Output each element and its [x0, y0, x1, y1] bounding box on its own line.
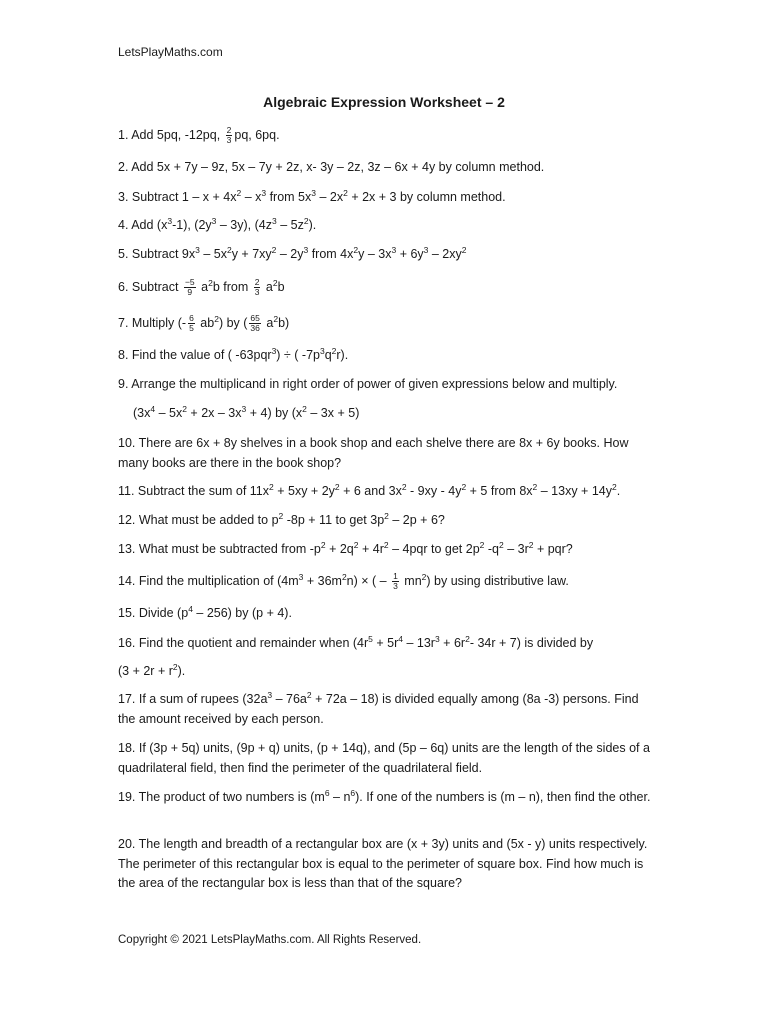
site-name: LetsPlayMaths.com: [118, 45, 223, 59]
fraction: $\frac{1}{3}$: [393, 571, 398, 592]
question-6: 6. Subtract $\frac{-5}{9}$ $a^2b$ from $\frac{2}{3}$ $a^2b$: [118, 277, 285, 298]
question-9-expression: $(3x^4 - 5x^2 + 2x - 3x^3 + 4)$ by $(x^2 - 3x + 5)$: [133, 404, 360, 420]
question-14: 14. Find the multiplication of $(4m^3 + 36m^2n)$ × ( – $\frac{1}{3}$ $mn^2$) by using distributive law.: [118, 571, 569, 592]
fraction: $\frac{-5}{9}$: [184, 277, 195, 298]
question-18: 18. If (3p + 5q) units, (9p + q) units, (p + 14q), and (5p – 6q) units are the length of the sides of a quadrilateral field, then find the perimeter of the quadrilateral field.: [118, 741, 650, 775]
question-16: 16. Find the quotient and remainder when ($4r^5 + 5r^4 - 13r^3 + 6r^2-$ 34r + 7) is divided by: [118, 634, 594, 650]
question-1: 1. Add 5pq, -12pq, $\frac{2}{3}$ pq, 6pq.: [118, 125, 280, 146]
question-7: 7. Multiply (- $\frac{6}{5}$ $ab^2$) by ( $\frac{65}{36}$ $a^2b$): [118, 313, 290, 334]
question-13: 13. What must be subtracted from $-p^2 + 2q^2 + 4r^2 - 4pqr$ to get $2p^2$ $-q^2 - 3r^2$ + pqr?: [118, 540, 573, 556]
question-5: 5. Subtract $9x^3 - 5x^2y + 7xy^2 - 2y^3$ from $4x^2y - 3x^3 + 6y^3 - 2xy^2$: [118, 245, 467, 261]
question-16-divisor: $(3 + 2r + r^2)$.: [118, 662, 186, 678]
question-8: 8. Find the value of ( -63pqr$^3$) ÷ ( $-7p^3q^2r$).: [118, 346, 349, 362]
fraction: $\frac{2}{3}$: [254, 277, 260, 298]
question-11: 11. Subtract the sum of $11x^2 + 5xy + 2y^2 + 6$ and $3x^2 - 9xy - 4y^2 + 5$ from $8x^2 - 13xy + 14y^2$.: [118, 482, 621, 498]
question-10: 10. There are 6x + 8y shelves in a book shop and each shelve there are 8x + 6y books. How many books are there in the book shop?: [118, 436, 629, 470]
question-4: 4. Add $(x^3-1)$, $(2y^3 - 3y)$, $(4z^3 - 5z^2)$.: [118, 216, 317, 232]
question-20: 20. The length and breadth of a rectangular box are (x + 3y) units and (5x - y) units respectively. The perimeter of this rectangular box is equal to the perimeter of square box. Find how much is the area of the rectangular box is less than that of the square?: [118, 837, 648, 890]
question-2: 2. Add 5x + 7y – 9z, 5x – 7y + 2z, x- 3y – 2z, 3z – 6x + 4y by column method.: [118, 160, 545, 174]
question-15: 15. Divide $(p^4 - 256)$ by (p + 4).: [118, 604, 292, 620]
question-9: 9. Arrange the multiplicand in right order of power of given expressions below and multiply.: [118, 377, 618, 391]
question-12: 12. What must be added to $p^2$ -8p + 11 to get $3p^2 - 2p + 6$?: [118, 511, 445, 527]
question-3: 3. Subtract $1 - x + 4x^2 - x^3$ from $5x^3 - 2x^2 + 2x + 3$ by column method.: [118, 188, 506, 204]
fraction: $\frac{2}{3}$: [226, 125, 232, 146]
question-19: 19. The product of two numbers is $(m^6 - n^6)$. If one of the numbers is (m – n), then find the other.: [118, 788, 651, 804]
fraction: $\frac{65}{36}$: [250, 313, 260, 334]
page-title: Algebraic Expression Worksheet – 2: [263, 94, 505, 110]
copyright-footer: Copyright © 2021 LetsPlayMaths.com. All Rights Reserved.: [118, 934, 422, 946]
fraction: $\frac{6}{5}$: [189, 313, 194, 334]
question-17: 17. If a sum of rupees $(32a^3 - 76a^2 + 72a - 18)$ is divided equally among (8a -3) persons. Find the amount received by each person.: [118, 690, 639, 726]
